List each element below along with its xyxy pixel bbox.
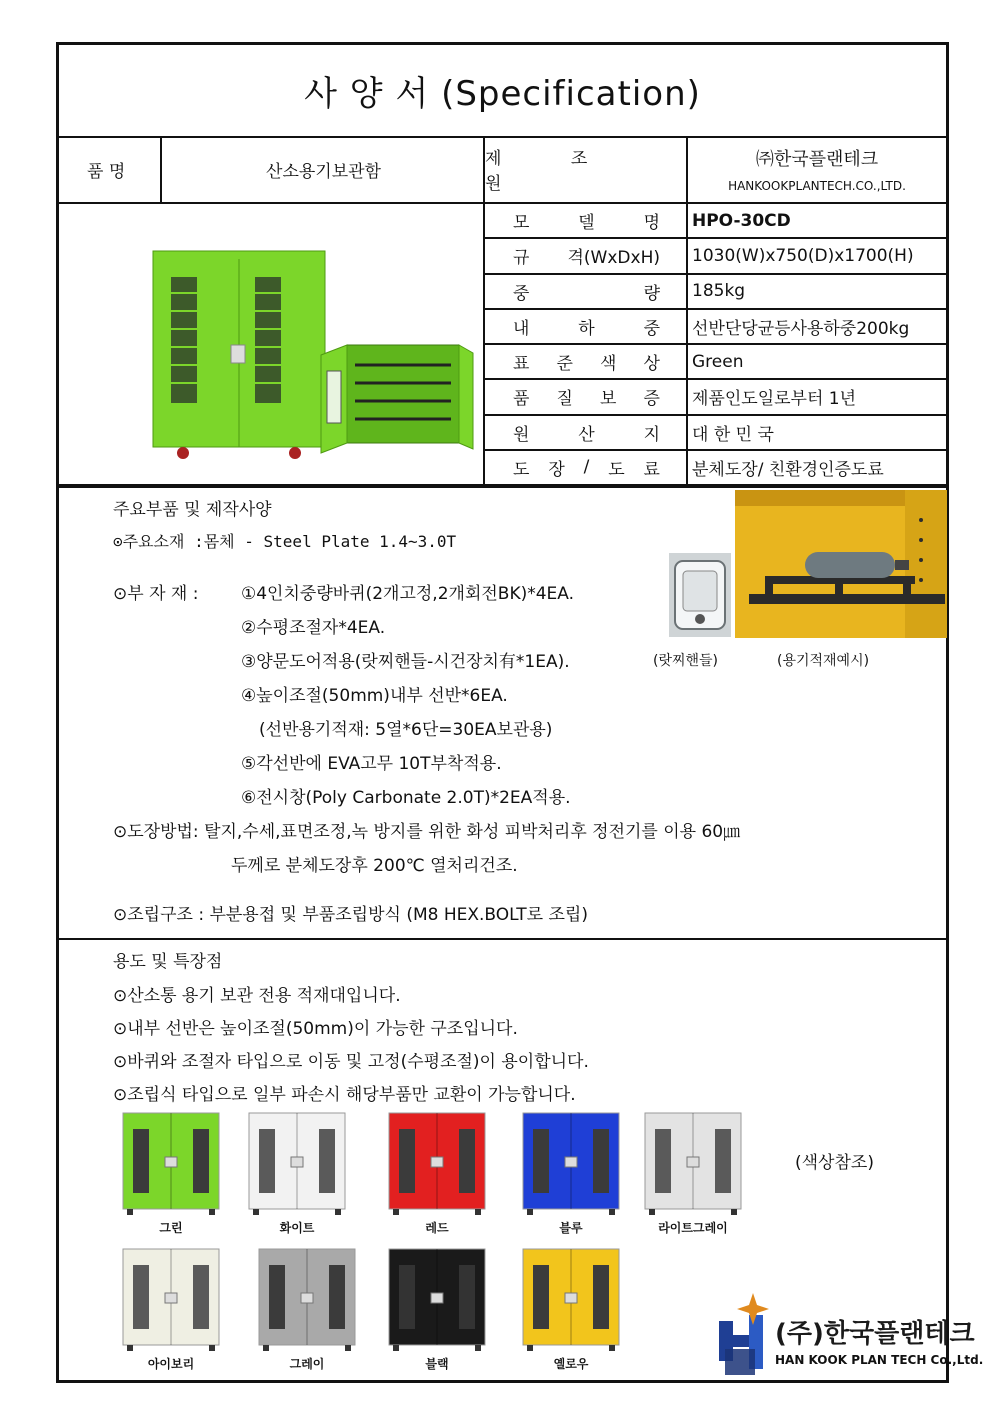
spec-label: 표 준 색 상 bbox=[483, 345, 688, 380]
swatch-label: 그레이 bbox=[289, 1357, 325, 1371]
spec-label: 원 산 지 bbox=[483, 416, 688, 451]
product-image-area bbox=[59, 204, 485, 486]
logo-text-en: HAN KOOK PLAN TECH Co.,Ltd. bbox=[775, 1353, 984, 1367]
swatch-label: 아이보리 bbox=[147, 1357, 195, 1371]
product-label: 품 명 bbox=[59, 136, 162, 204]
spec-value: 대 한 민 국 bbox=[686, 416, 946, 451]
latch-handle-photo bbox=[669, 553, 731, 637]
cabinet-swatch-6 bbox=[257, 1247, 357, 1357]
spec-value: 분체도장/ 친환경인증도료 bbox=[686, 451, 946, 486]
caption-handle: (랏찌핸들) bbox=[653, 653, 719, 669]
usage-item: ⊙조립식 타입으로 일부 파손시 해당부품만 교환이 가능합니다. bbox=[113, 1085, 576, 1105]
cabinet-swatch-8 bbox=[521, 1247, 621, 1357]
spec-label: 규 격(WxDxH) bbox=[483, 239, 688, 274]
usage-heading: 용도 및 특장점 bbox=[113, 952, 223, 972]
swatch-label: 화이트 bbox=[279, 1221, 315, 1235]
assembly-line: ⊙조립구조 : 부분용접 및 부품조립방식 (M8 HEX.BOLT로 조립) bbox=[113, 905, 588, 925]
logo-text-kr: (주)한국플랜테크 bbox=[775, 1319, 975, 1349]
product-name: 산소용기보관함 bbox=[160, 136, 485, 204]
cabinet-swatch-4 bbox=[643, 1111, 743, 1221]
paint-line-1: ⊙도장방법: 탈지,수세,표면조정,녹 방지를 위한 화성 피박처리후 정전기를 이용 60㎛ bbox=[113, 822, 741, 842]
maker-label: 제 조 원 bbox=[483, 136, 688, 204]
spec-value: Green bbox=[686, 345, 946, 380]
product-photo bbox=[59, 203, 485, 485]
swatch-label: 레드 bbox=[425, 1221, 449, 1235]
swatch-label: 블루 bbox=[559, 1221, 583, 1235]
sub-item: ③양문도어적용(랏찌핸들-시건장치有*1EA). bbox=[241, 652, 570, 672]
spec-label: 내 하 중 bbox=[483, 310, 688, 345]
caption-load: (용기적재예시) bbox=[777, 653, 870, 669]
sub-label: ⊙부 자 재 : bbox=[113, 584, 199, 604]
page-title: 사 양 서 (Specification) bbox=[59, 45, 946, 138]
maker-cell bbox=[686, 136, 946, 204]
swatch-label: 옐로우 bbox=[553, 1357, 589, 1371]
spec-label: 도 장 / 도 료 bbox=[483, 451, 688, 486]
swatch-label: 그린 bbox=[159, 1221, 183, 1235]
spec-label: 중 량 bbox=[483, 275, 688, 310]
spec-value: 185kg bbox=[686, 275, 946, 310]
spec-value: 1030(W)x750(D)x1700(H) bbox=[686, 239, 946, 274]
sub-item: ⑥전시창(Poly Carbonate 2.0T)*2EA적용. bbox=[241, 788, 571, 808]
spec-value: 제품인도일로부터 1년 bbox=[686, 380, 946, 415]
cabinet-swatch-3 bbox=[521, 1111, 621, 1221]
usage-item: ⊙내부 선반은 높이조절(50mm)이 가능한 구조입니다. bbox=[113, 1019, 518, 1039]
sub-item: ④높이조절(50mm)내부 선반*6EA. bbox=[241, 686, 508, 706]
company-logo-icon bbox=[713, 1291, 783, 1379]
maker-kr: ㈜한국플랜테크 bbox=[755, 149, 879, 170]
material-line: ⊙주요소재 :몸체 - Steel Plate 1.4~3.0T bbox=[113, 532, 457, 551]
cylinder-storage-photo bbox=[735, 490, 947, 638]
cabinet-swatch-7 bbox=[387, 1247, 487, 1357]
usage-item: ⊙바퀴와 조절자 타입으로 이동 및 고정(수평조절)이 용이합니다. bbox=[113, 1052, 589, 1072]
cabinet-swatch-1 bbox=[247, 1111, 347, 1221]
sub-item: (선반용기적재: 5열*6단=30EA보관용) bbox=[259, 720, 553, 740]
parts-heading: 주요부품 및 제작사양 bbox=[113, 500, 272, 520]
spec-value: HPO-30CD bbox=[686, 204, 946, 239]
swatch-label: 블랙 bbox=[425, 1357, 449, 1371]
spec-sheet bbox=[56, 42, 984, 1383]
spec-label: 모 델 명 bbox=[483, 204, 688, 239]
usage-item: ⊙산소통 용기 보관 전용 적재대입니다. bbox=[113, 986, 401, 1006]
spec-label: 품 질 보 증 bbox=[483, 380, 688, 415]
paint-line-2: 두께로 분체도장후 200℃ 열처리건조. bbox=[231, 856, 518, 876]
maker-en: HANKOOKPLANTECH.CO.,LTD. bbox=[728, 179, 906, 193]
spec-value: 선반단당균등사용하중200kg bbox=[686, 310, 946, 345]
cabinet-swatch-5 bbox=[121, 1247, 221, 1357]
color-reference: (색상참조) bbox=[795, 1153, 874, 1173]
cabinet-swatch-2 bbox=[387, 1111, 487, 1221]
sub-item: ⑤각선반에 EVA고무 10T부착적용. bbox=[241, 754, 502, 774]
sub-item: ②수평조절자*4EA. bbox=[241, 618, 386, 638]
cabinet-swatch-0 bbox=[121, 1111, 221, 1221]
swatch-label: 라이트그레이 bbox=[658, 1221, 728, 1235]
sub-item: ①4인치중량바퀴(2개고정,2개회전BK)*4EA. bbox=[241, 584, 575, 604]
